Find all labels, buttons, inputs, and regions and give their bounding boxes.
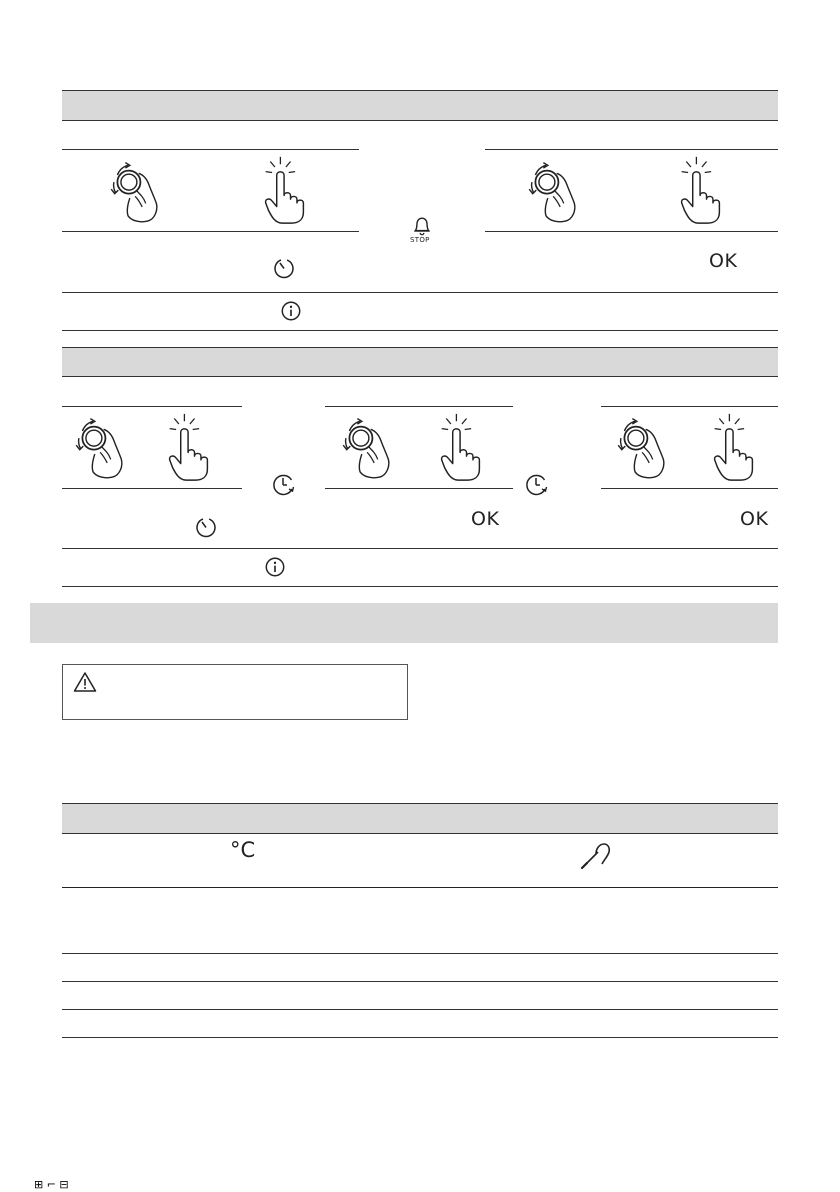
- finger-press-icon: [678, 155, 724, 225]
- rotate-knob-hand-icon: [523, 157, 585, 225]
- table-header-band-2: [62, 347, 778, 377]
- divider: [601, 406, 778, 407]
- ok-label: OK: [709, 250, 738, 272]
- divider: [62, 548, 778, 549]
- bell-stop-icon: [411, 215, 433, 237]
- finger-press-icon: [711, 412, 757, 482]
- info-icon: [264, 556, 286, 578]
- warning-triangle-icon: [73, 671, 97, 693]
- finger-press-icon: [166, 412, 212, 482]
- divider: [62, 887, 778, 888]
- rotate-knob-hand-icon: [612, 413, 674, 481]
- divider: [62, 953, 778, 954]
- rotate-knob-hand-icon: [70, 413, 132, 481]
- finger-press-icon: [438, 412, 484, 482]
- divider: [62, 292, 778, 293]
- celsius-symbol: °C: [230, 838, 256, 862]
- clock-end-icon: [271, 472, 297, 498]
- ok-label: OK: [740, 508, 769, 530]
- divider: [62, 586, 778, 587]
- divider: [62, 488, 242, 489]
- divider: [485, 231, 778, 232]
- timer-icon: [272, 256, 296, 280]
- clock-end-icon: [524, 472, 550, 498]
- warning-box: [62, 664, 408, 720]
- rotate-knob-hand-icon: [337, 413, 399, 481]
- finger-press-icon: [262, 155, 308, 225]
- stop-label: STOP: [410, 236, 430, 244]
- divider: [325, 488, 513, 489]
- divider: [325, 406, 513, 407]
- footer-marks: ⊞ ⌐ ⊟: [34, 1178, 69, 1191]
- divider: [62, 149, 359, 150]
- divider: [62, 1037, 778, 1038]
- timer-icon: [194, 515, 218, 539]
- divider: [62, 1009, 778, 1010]
- divider: [62, 981, 778, 982]
- divider: [62, 231, 359, 232]
- table-header-band-3: [62, 803, 778, 834]
- ok-label: OK: [471, 508, 500, 530]
- section-heading-band: [30, 603, 778, 643]
- divider: [62, 330, 778, 331]
- divider: [485, 149, 778, 150]
- divider: [601, 488, 778, 489]
- meat-probe-icon: [578, 840, 614, 872]
- rotate-knob-hand-icon: [105, 157, 167, 225]
- info-icon: [280, 300, 302, 322]
- divider: [62, 406, 242, 407]
- table-header-band-1: [62, 90, 778, 121]
